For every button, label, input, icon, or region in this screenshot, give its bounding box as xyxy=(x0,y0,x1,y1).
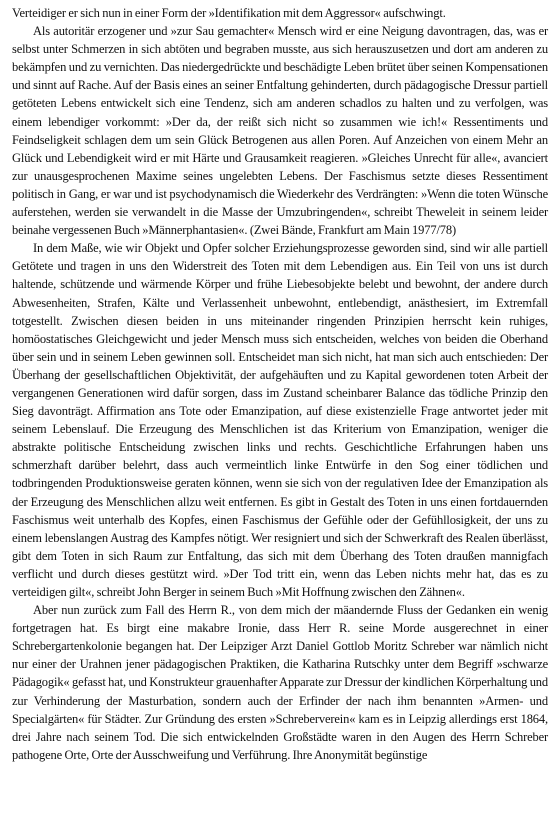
paragraph-dead-and-living: In dem Maße, wie wir Objekt und Opfer solcher Erziehungsprozesse geworden sind, sind wir alle partiell Getötete und tragen in uns den Widerstreit des Toten mit dem Lebendigen aus. Ein Teil von uns ist durch haltende, schützende und wärmende Körper und frühe Liebesobjekte belebt und bewohnt, der andere durch Abwesenheiten, Strafen, Kälte und Verlassenheit unbewohnt, entlebendigt, anästhesiert, im Extremfall totgestellt. Zwischen diesen beiden in uns miteinander ringenden Prinzipien herrscht kein ruhiges, homöostatisches Gleichgewicht und jeder Mensch muss sich entscheiden, welches von beiden die Oberhand über sein und in seinem Leben gewinnen soll. Entscheidet man sich nicht, hat man sich auch entschieden: Der Überhang der gesellschaftlichen Objektivität, der aufgehäuften und zu Kapital gewordenen toten Arbeit der vergangenen Generationen wird dafür sorgen, dass im Zustand scheinbarer Balance das tödliche Prinzip den Sieg davonträgt. Affirmation ans Tote oder Emanzipation, auf diese existenzielle Frage antwortet jeder mit seinem Lebenslauf. Die Erzeugung des Menschlichen ist das Kriterium von Emanzipation, weniger die abstrakte politische Entscheidung zwischen links und rechts. Geschichtliche Erfahrungen haben uns schmerzhaft darüber belehrt, dass auch vermeintlich linke Entwürfe in den Sog einer tödlichen und todbringenden Produktionsweise geraten können, wenn sie sich von der regulativen Idee der Emanzipation als der Erzeugung des Menschlichen allzu weit entfernen. Es gibt in Gestalt des Toten in uns einen fortdauernden Faschismus weit unterhalb des Kopfes, einen Faschismus der Gefühle oder der Gefühllosigkeit, der uns zu einem lebenslangen Austrag des Kampfes nötigt. Wer resigniert und sich der Schwerkraft des Realen überlässt, gibt dem Toten in sich Raum zur Entfaltung, das sich mit dem Überhang des Toten draußen mannigfach verflicht und durch dieses gestützt wird. »Der Tod tritt ein, wenn das Leben nichts mehr hat, das es zu verteidigen gilt«, schreibt John Berger in seinem Buch »Mit Hoffnung zwischen den Zähnen«. xyxy=(12,241,548,599)
paragraph-schreber: Aber nun zurück zum Fall des Herrn R., von dem mich der mäandernde Fluss der Gedanken ein wenig fortgetragen hat. Es birgt eine makabre Ironie, dass Herr R. seine Morde ausgerechnet in einer Schrebergartenkolonie begangen hat. Der Leipziger Arzt Daniel Gottlob Moritz Schreber war nämlich nicht nur einer der Urahnen jener pädagogischen Praktiken, die Katharina Rutschky unter dem Begriff »schwarze Pädagogik« gefasst hat, und Konstrukteur grauenhafter Apparate zur Dressur der kindlichen Körperhaltung und zur Verhinderung der Masturbation, sondern auch der Erfinder der nach ihm benannten »Armen- und Specialgärten« für Städter. Zur Gründung des ersten »Schreberverein« kam es in Leipzig allerdings erst 1864, drei Jahre nach seinem Tod. Die sich entwickelnden Großstädte waren in den Augen des Herrn Schreber pathogene Orte, Orte der Ausschweifung und Verführung. Ihre Anonymität begünstige xyxy=(12,603,548,762)
paragraph-authoritarian-upbringing: Als autoritär erzogener und »zur Sau gemachter« Mensch wird er eine Neigung davontragen, das, was er selbst unter Schmerzen in sich abtöten und begraben musste, aus sich herauszusetzen und dort am anderen zu bekämpfen und zu vernichten. Das niedergedrückte und beschädigte Leben brütet über seinen Kompensationen und sinnt auf Rache. Auf der Basis eines an seiner Entfaltung gehinderten, durch pädagogische Dressur partiell getöteten Lebens entwickelt sich eine Tendenz, sich am anderen schadlos zu halten und zu verfolgen, was einem lebendiger vorkommt: »Der da, der reißt sich nicht so zusammen wie ich!« Ressentiments und Feindseligkeit schlagen dem um sein Glück Betrogenen aus allen Poren. Auf Anzeichen von einem Mehr an Glück und Lebendigkeit wird er mit Härte und Grausamkeit reagieren. »Gleiches Unrecht für alle«, avanciert zur unausgesprochenen Maxime seines ungelebten Lebens. Der Faschismus setzte dieses Ressentiment politisch in Gang, er war und ist psychodynamisch die Wiederkehr des Verdrängten: »Wenn die toten Wünsche auferstehen, werden sie verwandelt in die Masse der Umzubringenden«, schreibt Theweleit in seinem leider beinahe vergessenen Buch »Männerphantasien«. (Zwei Bände, Frankfurt am Main 1977/78) xyxy=(12,24,548,238)
paragraph-continuation: Verteidiger er sich nun in einer Form der »Identifikation mit dem Aggressor« aufschwingt. xyxy=(12,6,446,20)
